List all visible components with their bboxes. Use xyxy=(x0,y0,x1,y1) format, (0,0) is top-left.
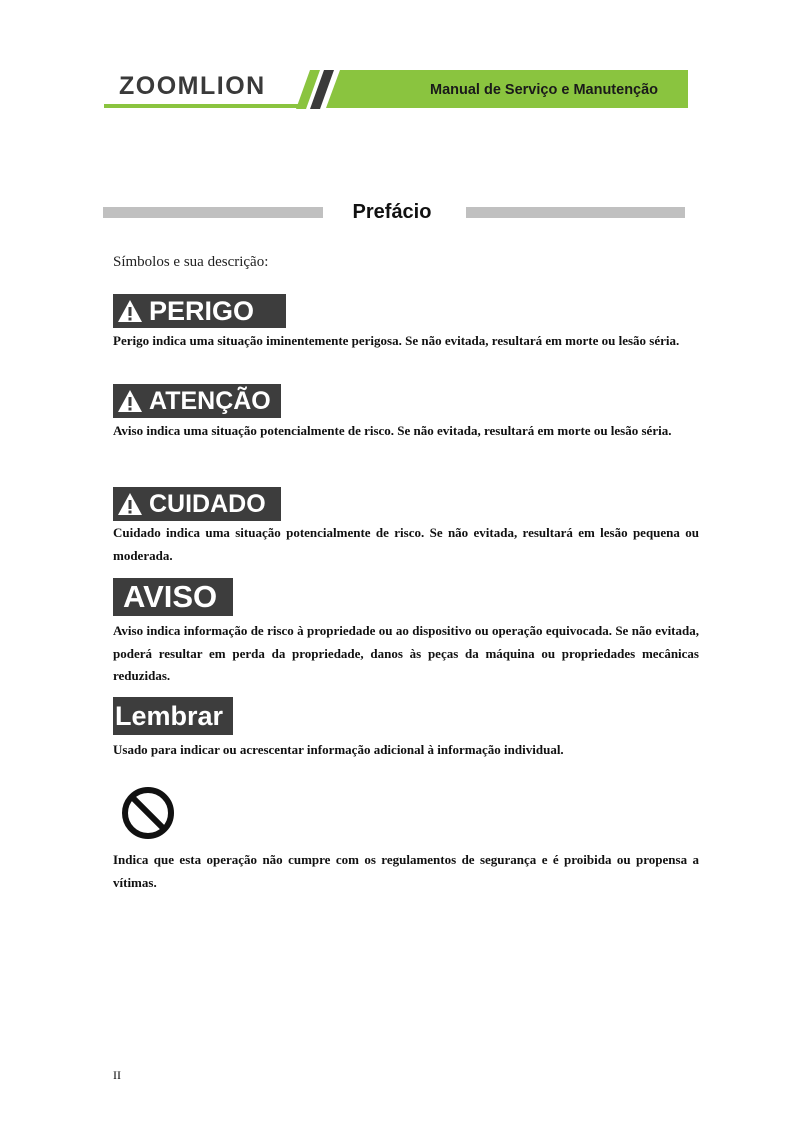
atencao-description: Aviso indica uma situação potencialmente de risco. Se não evitada, resultará em morte ou lesão séria. xyxy=(113,423,672,438)
signal-aviso-label xyxy=(113,578,233,616)
signal-label: ATENÇÃO xyxy=(149,386,271,415)
prohibited-description: Indica que esta operação não cumpre com os regulamentos de segurança e é proibida ou propensa a vítimas. xyxy=(113,852,699,890)
perigo-description: Perigo indica uma situação iminentemente perigosa. Se não evitada, resultará em morte ou lesão séria. xyxy=(113,333,680,348)
signal-perigo-label xyxy=(113,294,286,328)
signal-atencao-label xyxy=(113,384,281,418)
logo-underline xyxy=(104,104,304,108)
intro-text: Símbolos e sua descrição: xyxy=(113,254,269,270)
warning-triangle-icon xyxy=(117,389,143,413)
signal-cuidado-label xyxy=(113,487,281,521)
aviso-description: Aviso indica informação de risco à propriedade ou ao dispositivo ou operação equivocada. Se não evitada, poderá resultar em perda da propriedade, danos às peças da máquina ou propriedades mecânicas reduzidas. xyxy=(113,623,699,683)
signal-label: AVISO xyxy=(123,579,218,614)
warning-triangle-icon xyxy=(117,299,143,323)
heading-rule-right xyxy=(466,207,685,218)
prohibited-icon xyxy=(120,785,176,841)
zoomlion-logo: ZOOMLION xyxy=(119,72,266,100)
signal-label: CUIDADO xyxy=(149,489,266,518)
manual-title: Manual de Serviço e Manutenção xyxy=(430,82,659,98)
page-number: II xyxy=(113,1068,121,1082)
lembrar-description: Usado para indicar ou acrescentar informação adicional à informação individual. xyxy=(113,742,564,757)
signal-lembrar-label xyxy=(113,697,233,735)
cuidado-description: Cuidado indica uma situação potencialmente de risco. Se não evitada, resultará em lesão pequena ou moderada. xyxy=(113,525,699,563)
warning-triangle-icon xyxy=(117,492,143,516)
signal-label: PERIGO xyxy=(149,295,255,326)
page-title: Prefácio xyxy=(352,201,432,223)
heading-rule-left xyxy=(103,207,323,218)
signal-label: Lembrar xyxy=(115,700,224,731)
